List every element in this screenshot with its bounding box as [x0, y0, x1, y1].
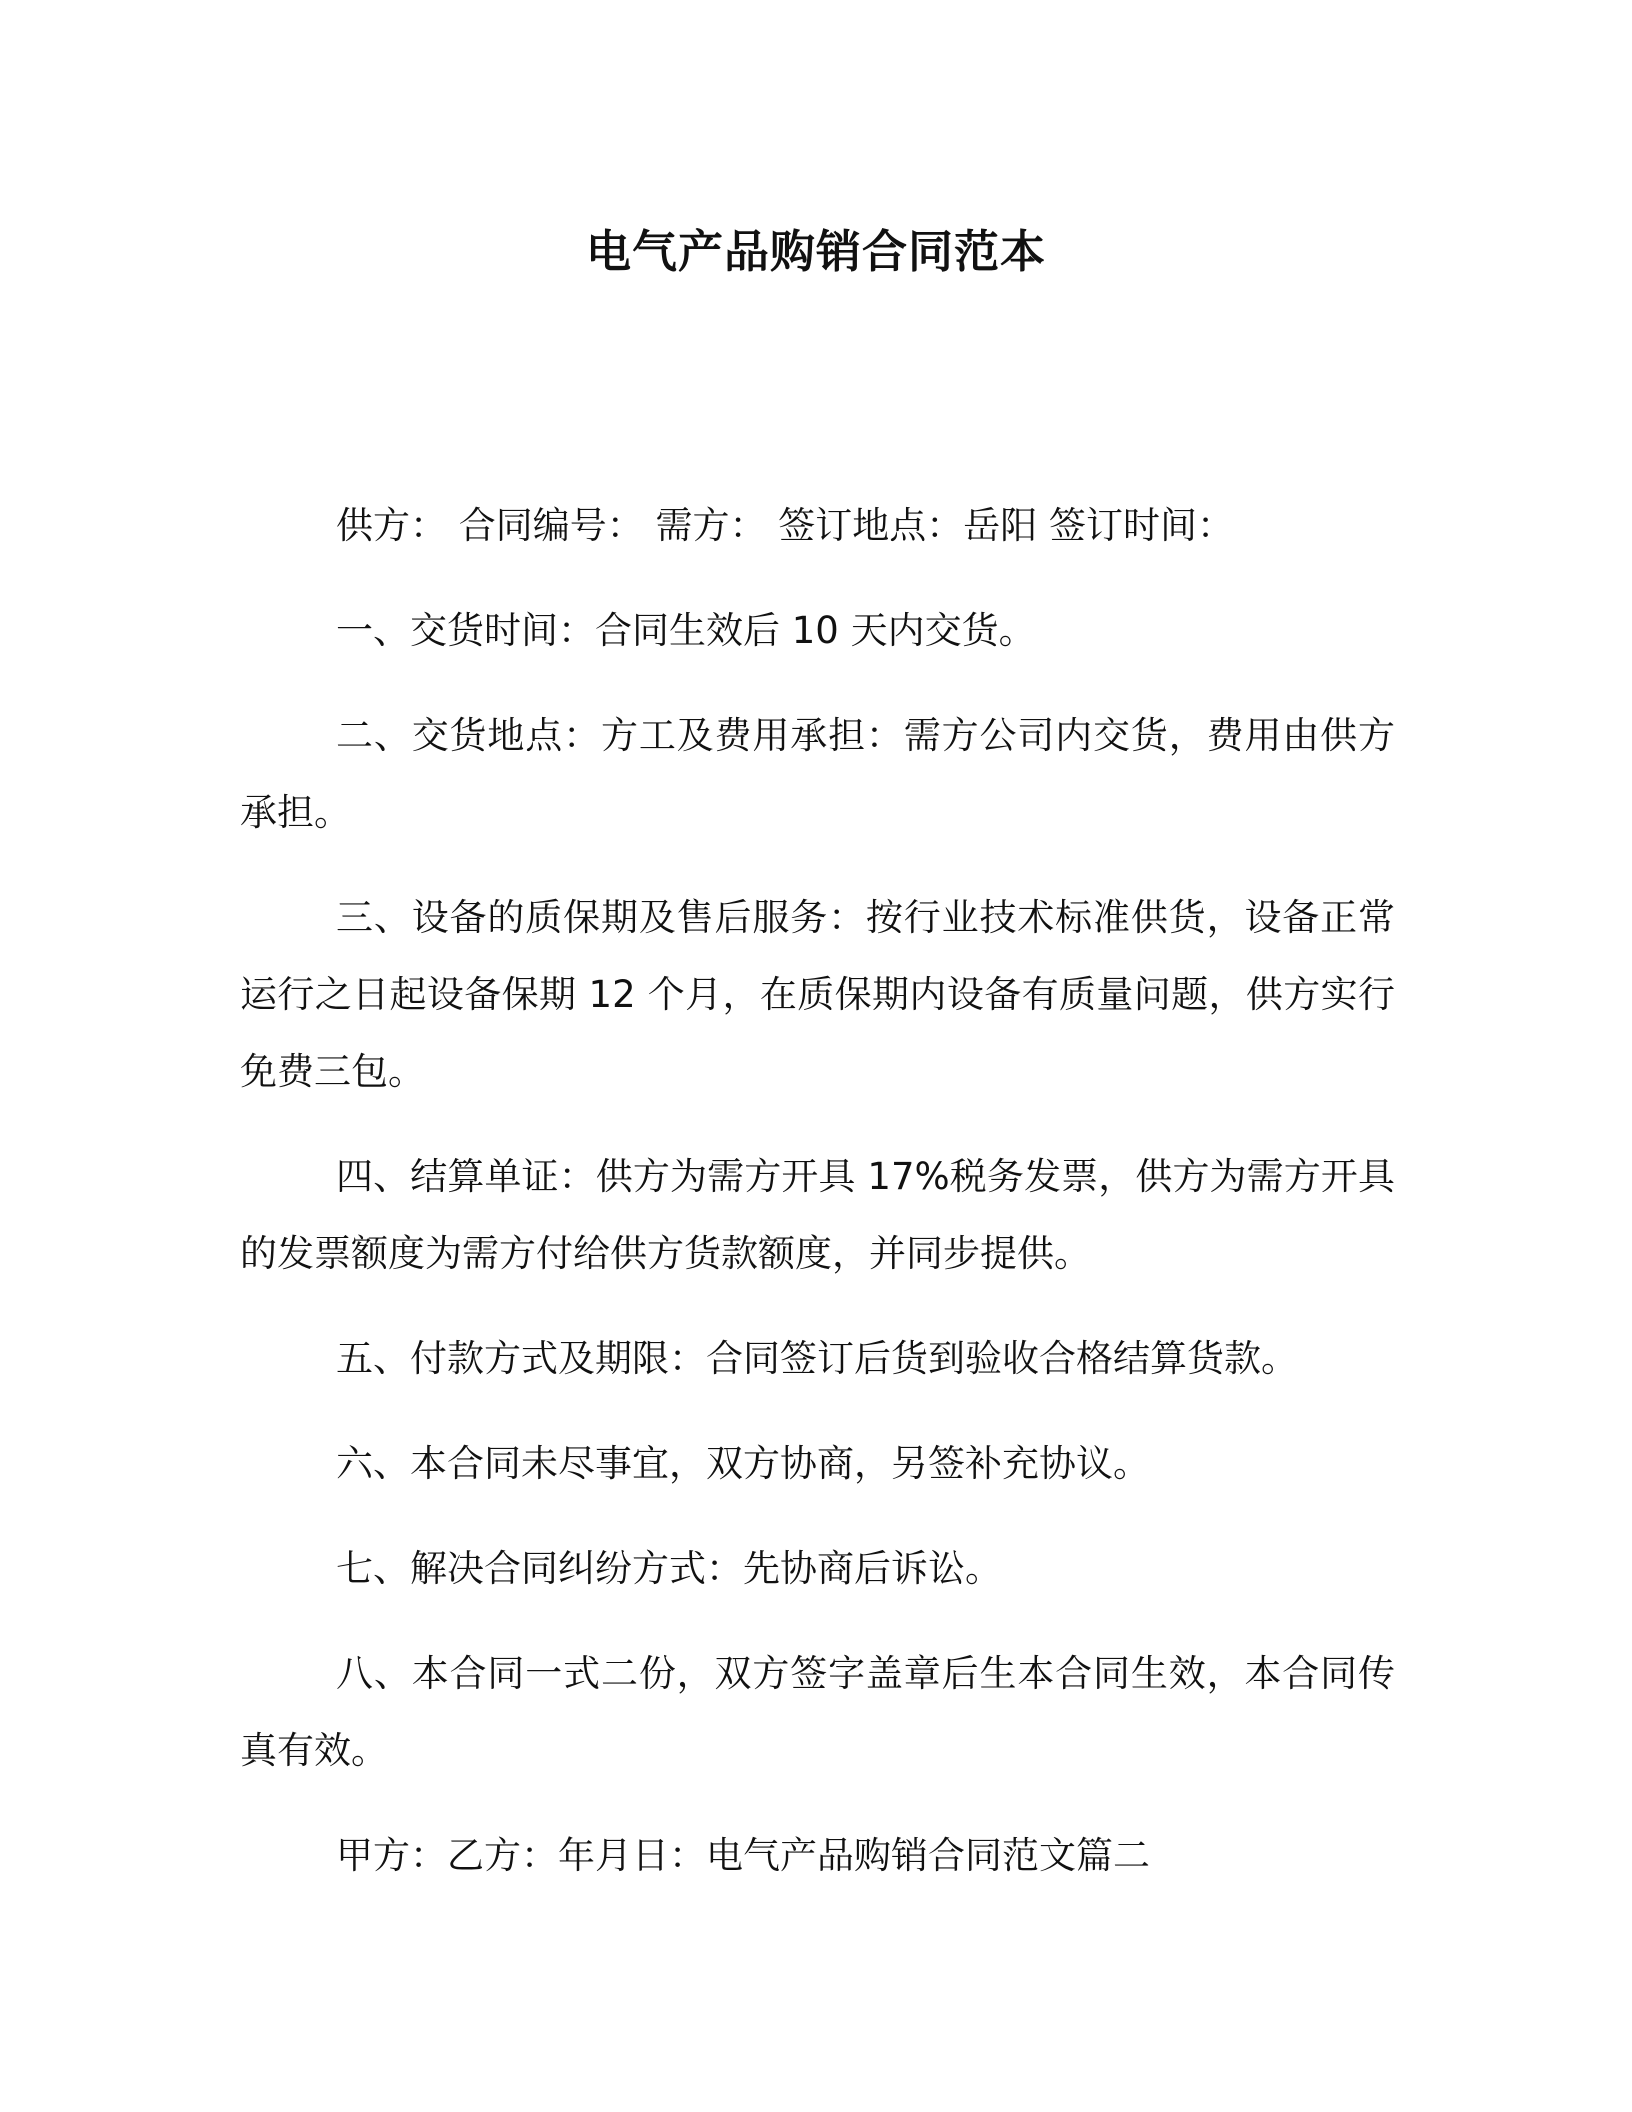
paragraph-delivery-time: 一、交货时间：合同生效后 10 天内交货。 — [336, 609, 1036, 652]
document-body — [240, 487, 1395, 1922]
paragraph-signature: 甲方：乙方：年月日：电气产品购销合同范文篇二 — [336, 1834, 1150, 1877]
paragraph-copies: 八、本合同一式二份，双方签字盖章后生本合同生效，本合同传真有效。 — [240, 1652, 1395, 1772]
paragraph-payment: 五、付款方式及期限：合同签订后货到验收合格结算货款。 — [336, 1337, 1298, 1380]
paragraph-dispute: 七、解决合同纠纷方式：先协商后诉讼。 — [336, 1547, 1002, 1590]
paragraph-warranty: 三、设备的质保期及售后服务：按行业技术标准供货，设备正常运行之日起设备保期 12 个月，在质保期内设备有质量问题，供方实行免费三包。 — [240, 896, 1395, 1093]
paragraph-parties-info: 供方： 合同编号： 需方： 签订地点：岳阳 签订时间： — [336, 504, 1235, 547]
paragraph-settlement: 四、结算单证：供方为需方开具 17%税务发票，供方为需方开具的发票额度为需方付给供方货款额度，并同步提供。 — [240, 1155, 1395, 1275]
paragraph-delivery-location: 二、交货地点：方工及费用承担：需方公司内交货，费用由供方承担。 — [240, 714, 1395, 834]
paragraph-other-matters: 六、本合同未尽事宜，双方协商，另签补充协议。 — [336, 1442, 1150, 1485]
document-title: 电气产品购销合同范本 — [585, 225, 1046, 278]
